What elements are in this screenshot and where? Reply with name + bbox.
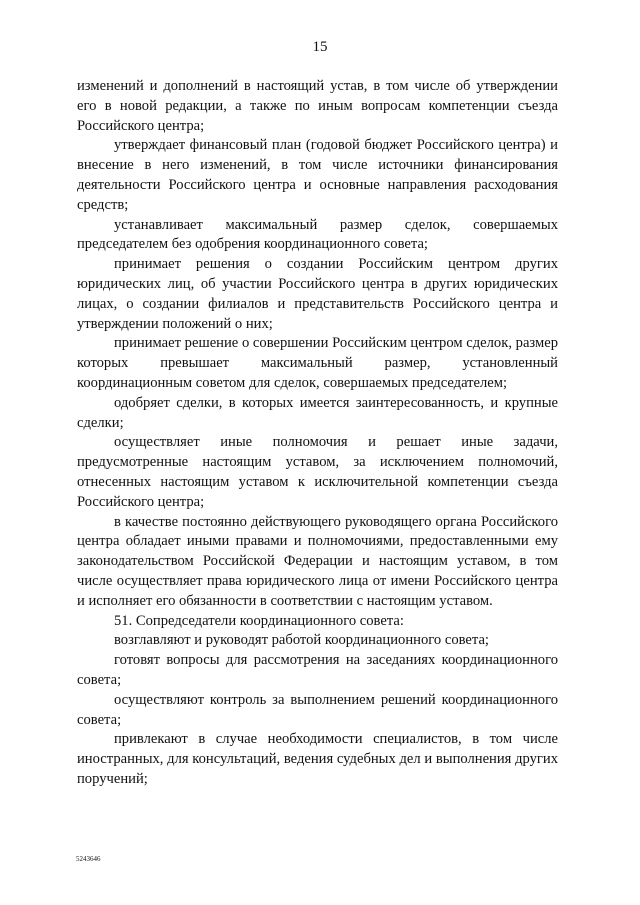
paragraph: одобряет сделки, в которых имеется заинтересованность, и крупные сделки; [77,394,558,431]
document-code: 5243646 [76,855,101,863]
paragraph-continuation: изменений и дополнений в настоящий устав, в том числе об утверждении его в новой редакции, а также по иным вопросам компетенции съезда Российского центра; [77,78,558,134]
page-number: 15 [312,39,328,55]
section-heading: 51. Сопредседатели координационного совета: [114,612,404,629]
paragraph: устанавливает максимальный размер сделок, совершаемых председателем без одобрения координационного совета; [77,216,558,253]
paragraph: принимает решения о создании Российским центром других юридических лиц, об участии Российского центра в других юридических лицах, о создании филиалов и представительств Российского центра и утверждении положений о них; [77,256,558,332]
paragraph: утверждает финансовый план (годовой бюджет Российского центра) и внесение в него изменений, в том числе источники финансирования деятельности Российского центра и основные направления расходования средств; [77,137,558,213]
paragraph: принимает решение о совершении Российским центром сделок, размер которых превышает максимальный размер, установленный координационным советом для сделок, совершаемых председателем; [77,335,558,391]
paragraph: возглавляют и руководят работой координационного совета; [114,632,489,649]
paragraph: осуществляют контроль за выполнением решений координационного совета; [77,691,558,728]
paragraph: привлекают в случае необходимости специалистов, в том числе иностранных, для консультаций, ведения судебных дел и выполнения других поручений; [77,731,558,787]
paragraph: осуществляет иные полномочия и решает иные задачи, предусмотренные настоящим уставом, за исключением полномочий, отнесенных настоящим уставом к исключительной компетенции съезда Российского центра; [77,434,558,510]
paragraph: в качестве постоянно действующего руководящего органа Российского центра обладает иными правами и полномочиями, предоставленными ему законодательством Российской Федерации и настоящим уставом, в том числе осуществляет права юридического лица от имени Российского центра и исполняет его обязанности в соответствии с настоящим уставом. [77,513,558,609]
document-body [77,77,558,790]
paragraph: готовят вопросы для рассмотрения на заседаниях координационного совета; [77,652,558,688]
